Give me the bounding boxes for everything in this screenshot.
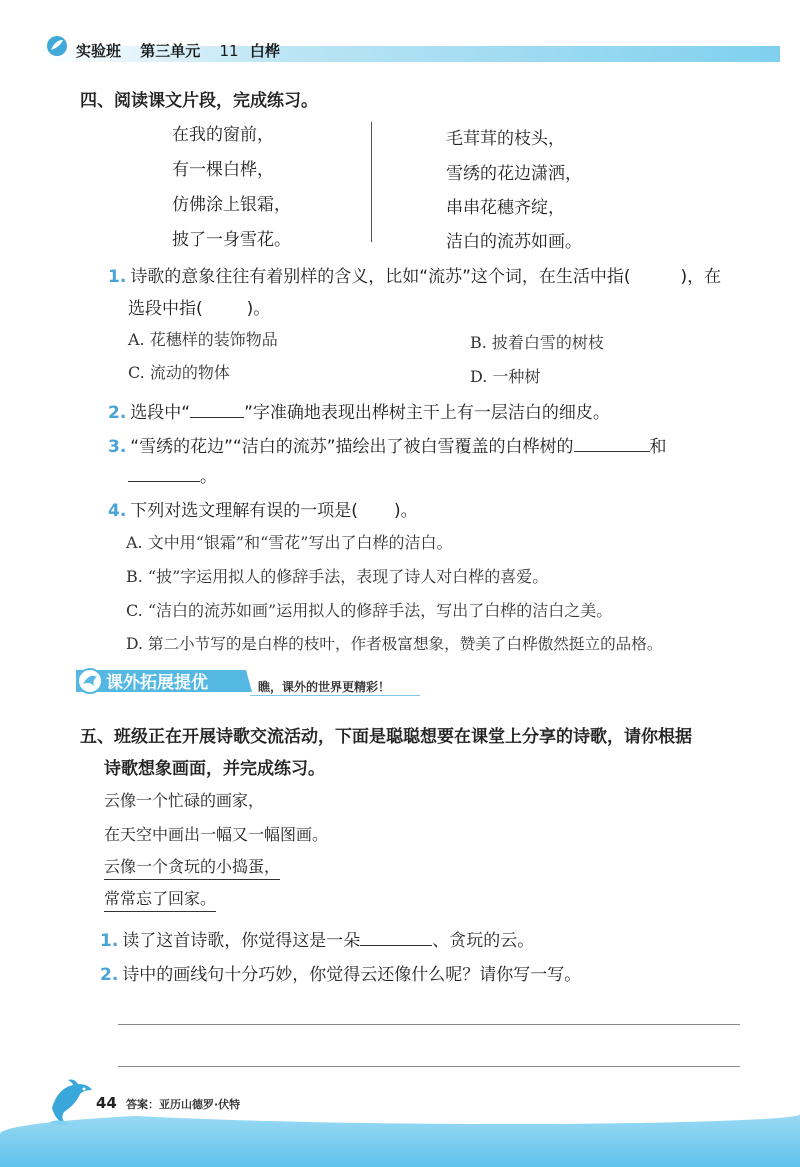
question-text: 诗歌的意象往往有着别样的含义，比如“流苏”这个词，在生活中指( [130, 267, 631, 287]
section4-title: 四、阅读课文片段，完成练习。 [80, 91, 318, 111]
s5-poem-line-4-underlined: 常常忘了回家。 [104, 886, 216, 912]
section5-title-line2: 诗歌想象画面，并完成练习。 [104, 759, 325, 779]
poem-left-line-4: 披了一身雪花。 [172, 230, 291, 250]
question-text: 。 [200, 467, 217, 487]
answer-writing-line-1[interactable] [118, 1024, 740, 1025]
unit-name: 第三单元 [140, 42, 201, 60]
poem-right-line-1: 毛茸茸的枝头， [446, 129, 565, 149]
s5-poem-line-1: 云像一个忙碌的画家， [104, 791, 265, 810]
question-number: 2. [108, 403, 127, 423]
header-breadcrumb [76, 40, 294, 61]
question-text: )。 [393, 501, 418, 521]
lesson-number: 11 [219, 42, 239, 60]
poem-right-line-4: 洁白的流苏如画。 [446, 232, 582, 252]
question-number: 1. [100, 931, 119, 951]
s4-question-2 [108, 398, 610, 423]
question-text: 读了这首诗歌，你觉得这是一朵 [122, 931, 361, 951]
answer-blank[interactable] [360, 928, 432, 946]
leaf-logo-icon [46, 35, 68, 57]
poem-divider [371, 122, 372, 242]
question-text: 选段中指( [128, 299, 203, 319]
s4-question-3 [108, 432, 667, 457]
option-b[interactable]: B. 披着白雪的树枝 [470, 333, 604, 352]
question-text: “雪绣的花边”“洁白的流苏”描绘出了被白雪覆盖的白桦树的 [130, 437, 574, 457]
series-name: 实验班 [76, 42, 122, 60]
s5-poem-line-2: 在天空中画出一幅又一幅图画。 [104, 825, 329, 844]
page-number: 44 [96, 1094, 117, 1112]
option-a[interactable]: A. 花穗样的装饰物品 [128, 330, 278, 349]
s4-question-4 [108, 496, 418, 521]
s4-question-3-cont [128, 462, 217, 487]
banner-underline [250, 695, 420, 696]
question-text: )。 [246, 299, 271, 319]
poem-right-line-3: 串串花穗齐绽， [446, 198, 565, 218]
question-text: 下列对选文理解有误的一项是( [130, 501, 358, 521]
q4-option-c[interactable]: C. “洁白的流苏如画”运用拟人的修辞手法，写出了白桦的洁白之美。 [126, 601, 613, 620]
answer-blank[interactable] [128, 464, 200, 482]
s5-question-2 [100, 960, 581, 985]
lesson-title: 白桦 [249, 42, 280, 60]
s5-poem-line-3-underlined: 云像一个贪玩的小捣蛋， [104, 854, 280, 880]
s5-question-1 [100, 926, 534, 951]
section5-title-line1: 五、班级正在开展诗歌交流活动，下面是聪聪想要在课堂上分享的诗歌，请你根据 [80, 727, 692, 747]
answer-writing-line-2[interactable] [118, 1066, 740, 1067]
banner-title: 课外拓展提优 [106, 673, 208, 693]
poem-left-line-2: 有一棵白桦， [172, 160, 274, 180]
question-text: ”字准确地表现出桦树主干上有一层洁白的细皮。 [244, 403, 610, 423]
question-text: )，在 [680, 267, 722, 287]
option-c[interactable]: C. 流动的物体 [128, 363, 230, 382]
q4-option-a[interactable]: A. 文中用“银霜”和“雪花”写出了白桦的洁白。 [126, 533, 453, 552]
answer-blank[interactable] [190, 400, 244, 418]
poem-left-line-3: 仿佛涂上银霜， [172, 195, 291, 215]
answer-note: 答案：亚历山德罗·伏特 [126, 1098, 241, 1111]
poem-right-line-2: 雪绣的花边潇洒， [446, 164, 582, 184]
question-text: 和 [649, 437, 667, 457]
question-text: 诗中的画线句十分巧妙，你觉得云还像什么呢？请你写一写。 [122, 965, 582, 985]
dolphin-icon [44, 1078, 98, 1128]
question-number: 1. [108, 267, 127, 287]
q4-option-b[interactable]: B. “披”字运用拟人的修辞手法，表现了诗人对白桦的喜爱。 [126, 567, 549, 586]
banner-subtitle: 瞧，课外的世界更精彩！ [258, 680, 391, 694]
q4-option-d[interactable]: D. 第二小节写的是白桦的枝叶，作者极富想象，赞美了白桦傲然挺立的品格。 [126, 635, 663, 653]
poem-left-line-1: 在我的窗前， [172, 125, 274, 145]
option-d[interactable]: D. 一种树 [470, 367, 541, 386]
s4-question-1-cont [128, 294, 270, 319]
question-number: 4. [108, 501, 127, 521]
answer-blank[interactable] [574, 434, 650, 452]
question-number: 3. [108, 437, 127, 457]
s4-question-1 [108, 262, 721, 287]
question-text: 选段中“ [130, 403, 191, 423]
question-text: 、贪玩的云。 [432, 931, 535, 951]
extension-banner [74, 666, 254, 696]
question-number: 2. [100, 965, 119, 985]
